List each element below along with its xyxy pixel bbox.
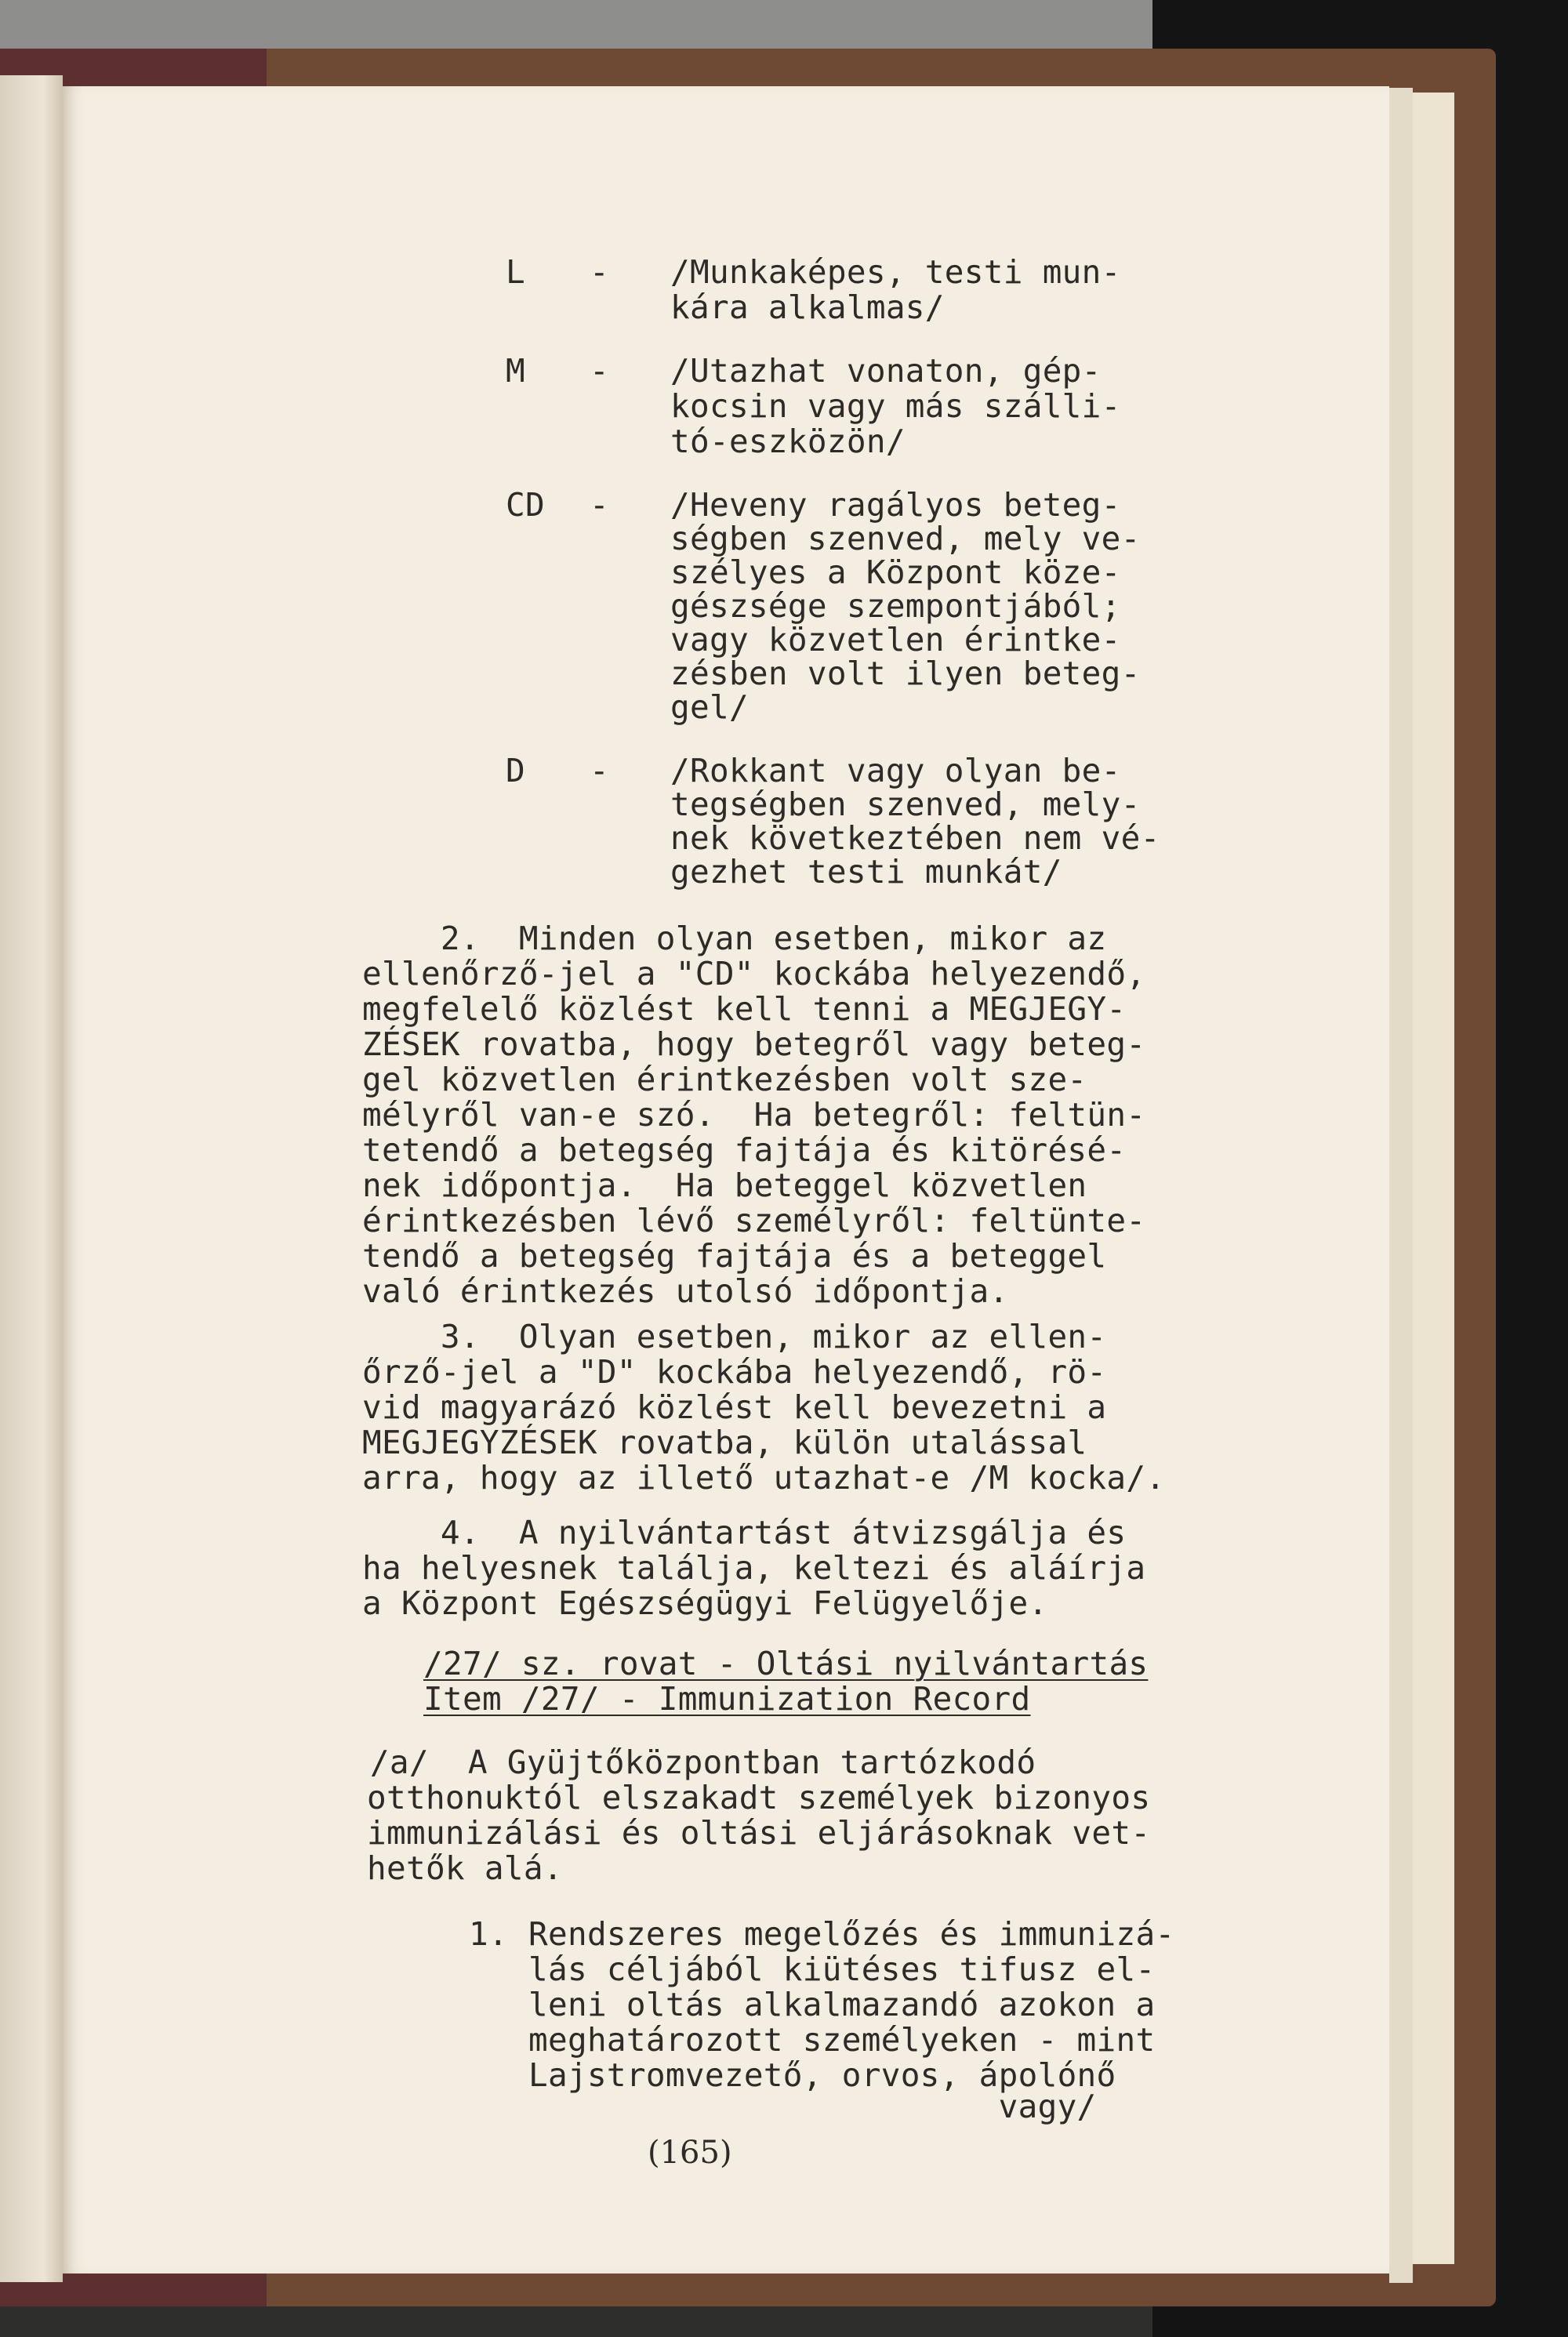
code-desc-line: vagy közvetlen érintke- — [670, 621, 1121, 659]
paragraph-line: érintkezésben lévő személyről: feltünte- — [362, 1202, 1146, 1239]
list-item-line: vagy/ — [528, 2088, 1097, 2125]
paragraph-line: ZÉSEK rovatba, hogy betegről vagy beteg- — [362, 1025, 1146, 1063]
paragraph-line: 3. Olyan esetben, mikor az ellen- — [362, 1318, 1107, 1355]
list-item-line: leni oltás alkalmazandó azokon a — [528, 1986, 1156, 2023]
background-top — [0, 0, 1152, 55]
code-desc-line: /Munkaképes, testi mun- — [670, 253, 1121, 291]
code-desc-line: /Utazhat vonaton, gép- — [670, 352, 1102, 390]
code-dash: - — [590, 352, 609, 390]
paragraph-line: hetők alá. — [367, 1849, 563, 1887]
paragraph-line: otthonuktól elszakadt személyek bizonyos — [367, 1779, 1151, 1816]
code-desc-line: tó-eszközön/ — [670, 423, 906, 460]
left-page-sliver — [0, 75, 63, 2282]
page-edges-inner — [1389, 88, 1413, 2283]
code-desc-line: gel/ — [670, 688, 749, 726]
page-edges — [1407, 93, 1454, 2264]
paragraph-line: nek időpontja. Ha beteggel közvetlen — [362, 1167, 1087, 1204]
paragraph-line: vid magyarázó közlést kell bevezetni a — [362, 1388, 1107, 1426]
code-desc-line: /Rokkant vagy olyan be- — [670, 752, 1121, 789]
code-label: D — [506, 752, 525, 789]
list-item-line: Rendszeres megelőzés és immunizá- — [528, 1915, 1175, 1953]
paragraph-line: arra, hogy az illető utazhat-e /M kocka/. — [362, 1459, 1166, 1497]
paragraph-line: őrző-jel a "D" kockába helyezendő, rö- — [362, 1353, 1107, 1391]
code-desc-line: gészsége szempontjából; — [670, 587, 1121, 625]
code-dash: - — [590, 486, 609, 524]
paragraph-line: való érintkezés utolsó időpontja. — [362, 1272, 1009, 1310]
page-number: (165) — [648, 2135, 732, 2171]
code-desc-line: kára alkalmas/ — [670, 288, 945, 326]
paragraph-line: megfelelő közlést kell tenni a MEGJEGY- — [362, 990, 1127, 1028]
list-item-number: 1. — [469, 1915, 508, 1953]
code-desc-line: nek következtében nem vé- — [670, 819, 1160, 857]
paragraph-line: gel közvetlen érintkezésben volt sze- — [362, 1061, 1087, 1098]
code-desc-line: zésben volt ilyen beteg- — [670, 655, 1141, 692]
list-item-line: meghatározott személyeken - mint — [528, 2021, 1156, 2059]
paragraph-line: mélyről van-e szó. Ha betegről: feltün- — [362, 1096, 1146, 1134]
paragraph-line: ellenőrző-jel a "CD" kockába helyezendő, — [362, 955, 1146, 992]
paragraph-line: 4. A nyilvántartást átvizsgálja és — [362, 1514, 1127, 1551]
heading-english: Item /27/ - Immunization Record — [423, 1680, 1031, 1718]
code-desc-line: /Heveny ragályos beteg- — [670, 486, 1121, 524]
code-label: L — [506, 253, 525, 291]
heading-hungarian: /27/ sz. rovat - Oltási nyilvántartás — [423, 1645, 1149, 1682]
list-item-line: Lajstromvezető, orvos, ápolónő — [528, 2056, 1116, 2094]
paragraph-line: tetendő a betegség fajtája és kitörésé- — [362, 1131, 1127, 1169]
code-desc-line: ségben szenved, mely ve- — [670, 520, 1141, 557]
code-dash: - — [590, 253, 609, 291]
code-desc-line: gezhet testi munkát/ — [670, 853, 1062, 891]
code-desc-line: szélyes a Központ köze- — [670, 553, 1121, 591]
code-desc-line: kocsin vagy más szálli- — [670, 387, 1121, 425]
code-label: CD — [506, 486, 545, 524]
paragraph-line: 2. Minden olyan esetben, mikor az — [362, 920, 1107, 957]
paragraph-line: ha helyesnek találja, keltezi és aláírja — [362, 1549, 1146, 1587]
list-item-line: lás céljából kiütéses tifusz el- — [528, 1951, 1156, 1988]
code-label: M — [506, 352, 525, 390]
paragraph-line: /a/ A Gyüjtőközpontban tartózkodó — [292, 1744, 1036, 1781]
paragraph-line: immunizálási és oltási eljárásoknak vet- — [367, 1814, 1151, 1852]
paragraph-line: a Központ Egészségügyi Felügyelője. — [362, 1584, 1048, 1622]
paragraph-line: MEGJEGYZÉSEK rovatba, külön utalással — [362, 1424, 1087, 1461]
paragraph-line: tendő a betegség fajtája és a beteggel — [362, 1237, 1107, 1275]
code-dash: - — [590, 752, 609, 789]
code-desc-line: tegségben szenved, mely- — [670, 786, 1141, 823]
